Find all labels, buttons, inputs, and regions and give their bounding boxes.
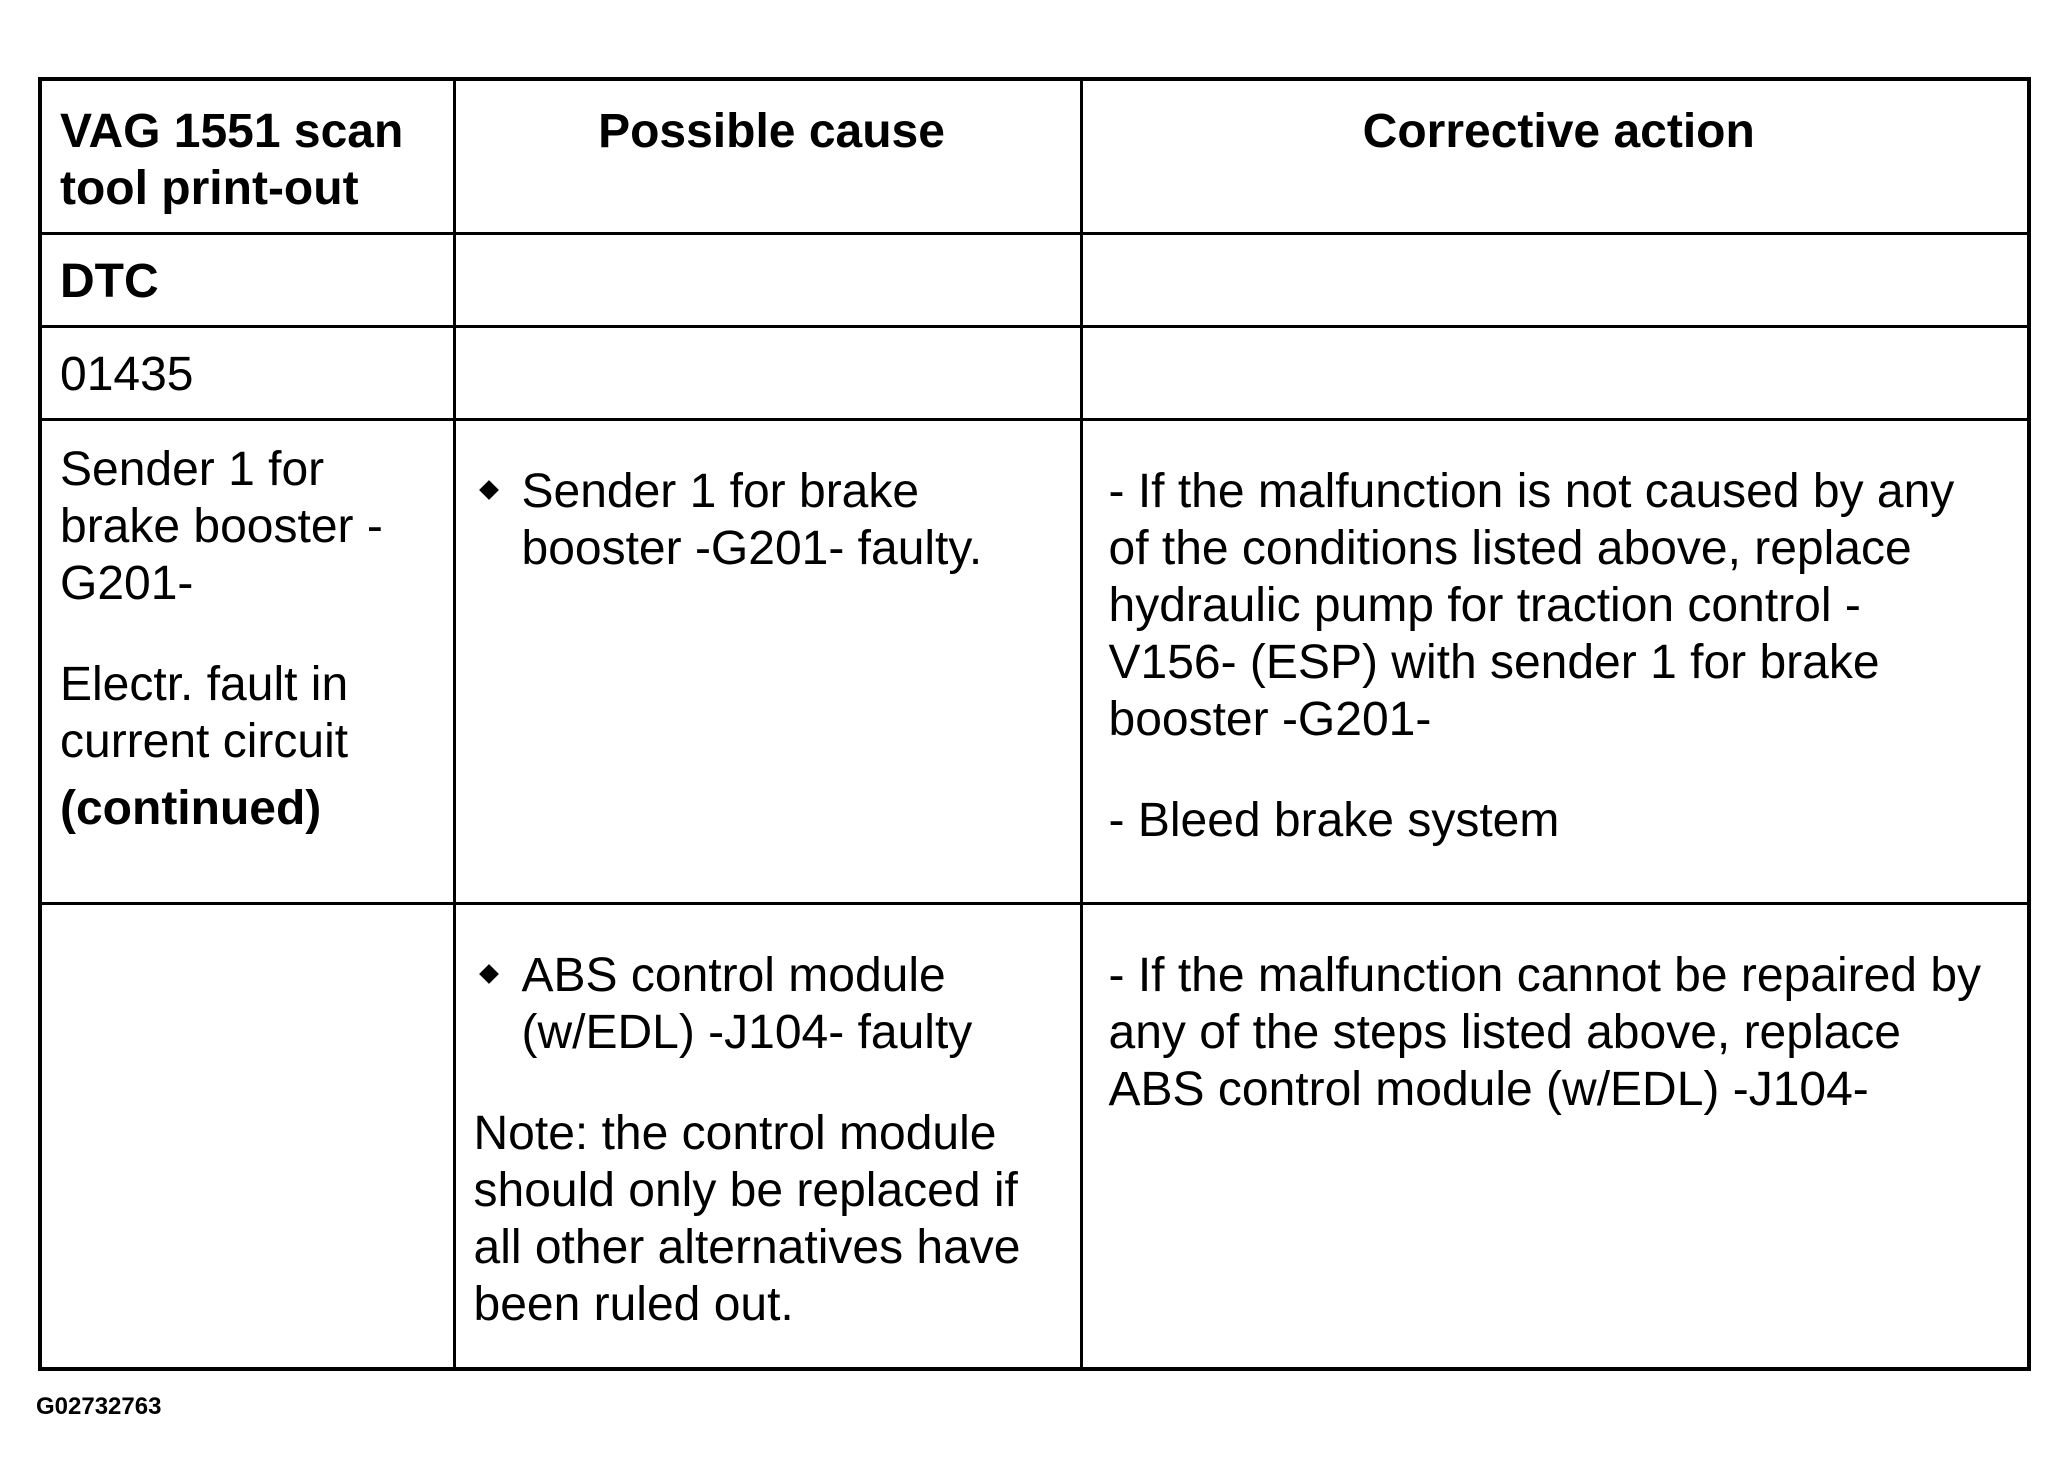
dtc-label-row [40,233,2029,326]
continued-label: (continued) [60,781,322,835]
action-text-line: ABS control module (w/EDL) -J104- [1108,1062,1869,1116]
header-row [40,79,2029,233]
replacement-note [474,1105,1070,1333]
table-row [40,419,2029,903]
cause-bullet-item [474,463,1070,577]
dtc-table [38,77,2031,1371]
figure-code: G02732763 [36,1393,162,1420]
action-text-line: booster -G201- [1108,692,1432,746]
note-text-line: Note: the control module [473,1106,997,1160]
fault-text-line: brake booster - [60,499,383,553]
empty-cell [454,233,1081,326]
header-possible-cause-label: Possible cause [598,105,945,158]
fault-text-line: Electr. fault in [60,657,349,711]
header-corrective-action [1081,79,2029,233]
corrective-action-cell [1081,903,2029,1369]
empty-cell [454,326,1081,419]
note-text-line: been ruled out. [473,1277,794,1331]
header-corrective-action-label: Corrective action [1362,105,1755,158]
action-text-line: V156- (ESP) with sender 1 for brake [1108,635,1880,689]
header-scan-tool-printout [40,79,454,233]
empty-cell [40,903,454,1369]
corrective-action-cell [1081,419,2029,903]
possible-cause-cell [454,903,1081,1369]
cause-text-line: (w/EDL) -J104- faulty [521,1005,973,1059]
possible-cause-cell [454,419,1081,903]
dtc-code-row [40,326,2029,419]
header-possible-cause [454,79,1081,233]
action-text-line: - If the malfunction is not caused by any [1108,464,1955,518]
fault-description-cell [40,419,454,903]
dtc-code: 01435 [60,347,194,401]
table-row [40,903,2029,1369]
dtc-label-cell [40,233,454,326]
action-text-line: any of the steps listed above, replace [1108,1005,1901,1059]
action-text-line: - If the malfunction cannot be repaired by [1108,948,1982,1002]
header-scan-tool-label: VAG 1551 scan tool print-out [60,105,404,215]
action-text-line: hydraulic pump for traction control - [1108,578,1861,632]
cause-text-line: ABS control module [521,948,946,1002]
fault-text-line: G201- [60,556,194,610]
dtc-label: DTC [60,254,159,308]
fault-text-line: Sender 1 for [60,442,325,496]
dtc-code-cell [40,326,454,419]
diamond-bullet-icon [479,964,499,984]
note-text-line: all other alternatives have [473,1220,1021,1274]
cause-text-line: booster -G201- faulty. [521,521,983,575]
fault-text-line: current circuit [60,714,349,768]
action-text-line: of the conditions listed above, replace [1108,521,1912,575]
note-text-line: should only be replaced if [473,1163,1018,1217]
empty-cell [1081,233,2029,326]
cause-bullet-item [474,947,1070,1061]
action-text-line: - Bleed brake system [1108,793,1560,847]
diamond-bullet-icon [479,480,499,500]
empty-cell [1081,326,2029,419]
cause-text-line: Sender 1 for brake [521,464,920,518]
